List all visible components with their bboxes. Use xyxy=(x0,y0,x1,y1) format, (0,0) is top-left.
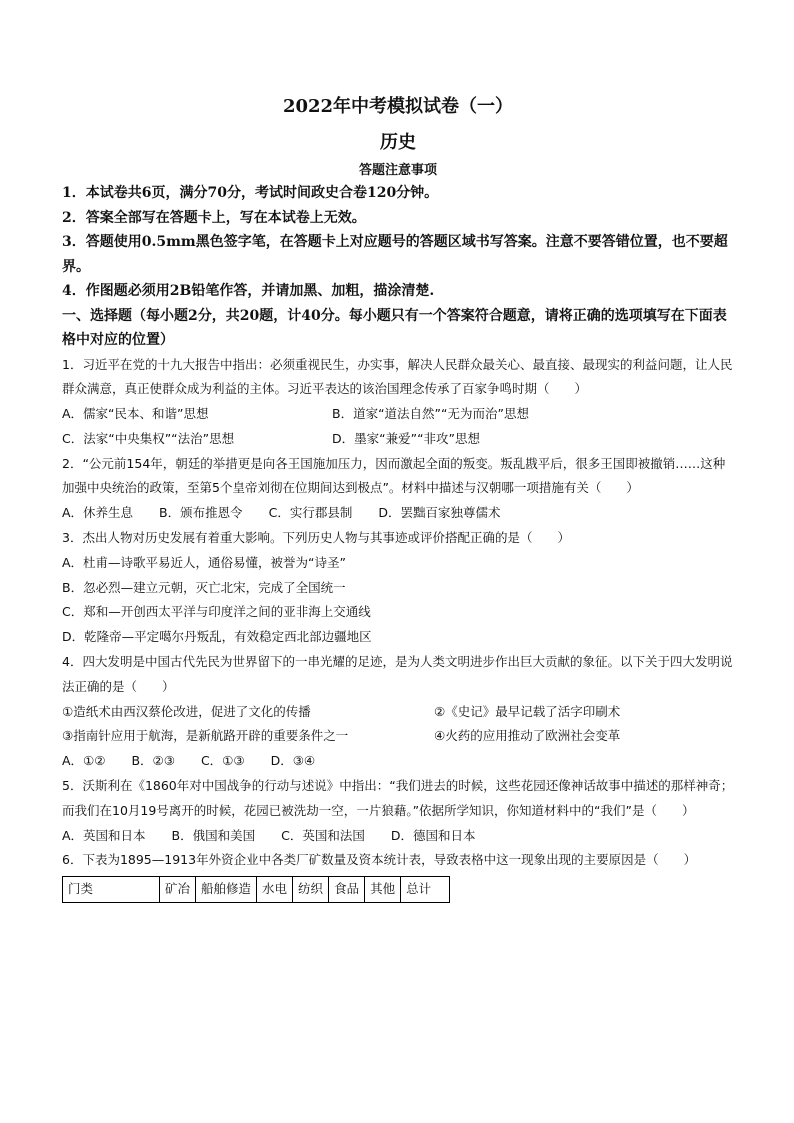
option-d[interactable]: D．墨家“兼爱”“非攻”思想 xyxy=(332,430,481,446)
option-c[interactable]: C．郑和—开创西太平洋与印度洋之间的亚非海上交通线 xyxy=(62,604,371,620)
question-1 xyxy=(62,353,734,452)
notice-item-2: 2．答案全部写在答题卡上，写在本试卷上无效。 xyxy=(62,209,366,226)
notice-item-3: 3．答题使用0.5mm黑色签字笔，在答题卡上对应题号的答题区域书写答案。注意不要答错位置，也不要超界。 xyxy=(62,234,728,275)
option-c[interactable]: C．①③ xyxy=(200,753,245,769)
table-header-cell: 水电 xyxy=(257,877,293,903)
question-3 xyxy=(62,526,734,650)
question-6 xyxy=(62,848,734,903)
notice-item-1: 1．本试卷共6页，满分70分，考试时间政史合卷120分钟。 xyxy=(62,185,439,201)
table-header-cell: 纺织 xyxy=(293,877,329,903)
option-c[interactable]: C．英国和法国 xyxy=(281,827,365,843)
notice-list xyxy=(62,181,734,304)
option-d[interactable]: D．③④ xyxy=(270,753,316,769)
question-stem: 3．杰出人物对历史发展有着重大影响。下列历史人物与其事迹或评价搭配正确的是（ ） xyxy=(62,530,570,546)
question-stem: 2．“公元前154年，朝廷的举措更是向各王国施加压力，因而激起全面的叛变。叛乱戡平后，很多王国即被撤销……这种加强中央统治的政策，至第5个皇帝刘彻在位期间达到极点”。材料中描述与汉朝哪一项措施有关（ ） xyxy=(62,455,726,496)
option-d[interactable]: D．德国和日本 xyxy=(390,827,476,843)
option-row xyxy=(62,824,734,849)
option-a[interactable]: A．①② xyxy=(62,753,106,769)
table-header-cell: 其他 xyxy=(365,877,401,903)
statement-4: ④火药的应用推动了欧洲社会变革 xyxy=(434,728,621,744)
statement-2: ②《史记》最早记载了活字印刷术 xyxy=(434,703,621,719)
option-b[interactable]: B．②③ xyxy=(131,753,175,769)
option-row xyxy=(62,749,734,774)
option-b[interactable]: B．忽必烈—建立元朝，灭亡北宋，完成了全国统一 xyxy=(62,579,346,595)
subject-title: 历史 xyxy=(380,132,416,153)
statistics-table xyxy=(62,876,450,903)
option-row xyxy=(62,427,734,452)
table-header-cell: 矿冶 xyxy=(160,877,196,903)
table-header-cell: 食品 xyxy=(329,877,365,903)
section-title-choice: 一、选择题（每小题2分，共20题，计40分。每小题只有一个答案符合题意，请将正确的选项填写在下面表格中对应的位置） xyxy=(62,307,727,348)
exam-page xyxy=(62,90,734,903)
table-header-cell: 总计 xyxy=(401,877,450,903)
question-2 xyxy=(62,452,734,526)
option-c[interactable]: C．法家“中央集权”“法治”思想 xyxy=(62,430,235,446)
statement-3: ③指南针应用于航海，是新航路开辟的重要条件之一 xyxy=(62,728,349,744)
question-stem: 6．下表为1895—1913年外资企业中各类厂矿数量及资本统计表，导致表格中这一现象出现的主要原因是（ ） xyxy=(62,852,697,868)
question-5 xyxy=(62,774,734,848)
table-header-row xyxy=(63,877,450,903)
exam-title: 2022年中考模拟试卷（一） xyxy=(282,96,514,117)
statement-1: ①造纸术由西汉蔡伦改进，促进了文化的传播 xyxy=(62,703,311,719)
statement-list xyxy=(62,700,734,750)
option-c[interactable]: C．实行郡县制 xyxy=(268,505,353,521)
option-a[interactable]: A．休养生息 xyxy=(62,505,134,521)
question-stem: 4．四大发明是中国古代先民为世界留下的一串光耀的足迹，是为人类文明进步作出巨大贡献的象征。以下关于四大发明说法正确的是（ ） xyxy=(62,654,733,694)
table-header-cell: 船舶修造 xyxy=(196,877,257,903)
option-a[interactable]: A．儒家“民本、和谐”思想 xyxy=(62,406,209,422)
option-b[interactable]: B．颁布推恩令 xyxy=(159,505,243,521)
notice-item-4: 4．作图题必须用2B铅笔作答，并请加黑、加粗，描涂清楚. xyxy=(62,283,435,299)
question-4 xyxy=(62,650,734,774)
option-b[interactable]: B．俄国和美国 xyxy=(171,827,256,843)
option-a[interactable]: A．杜甫—诗歌平易近人，通俗易懂，被誉为“诗圣” xyxy=(62,554,347,570)
option-d[interactable]: D．乾隆帝—平定噶尔丹叛乱，有效稳定西北部边疆地区 xyxy=(62,629,372,645)
notice-heading: 答题注意事项 xyxy=(358,163,437,178)
option-d[interactable]: D．罢黜百家独尊儒术 xyxy=(378,505,501,521)
option-a[interactable]: A．英国和日本 xyxy=(62,827,146,843)
question-stem: 5．沃斯利在《1860年对中国战争的行动与述说》中指出：“我们进去的时候，这些花园还像神话故事中描述的那样神奇；而我们在10月19号离开的时候，花园已被洗劫一空，一片狼藉。”依据所学知识，你知道材料中的“我们”是（ ） xyxy=(62,778,734,818)
option-row xyxy=(62,501,734,526)
option-b[interactable]: B．道家“道法自然”“无为而治”思想 xyxy=(332,406,529,422)
table-header-cell: 门类 xyxy=(63,877,160,903)
question-stem: 1．习近平在党的十九大报告中指出：必须重视民生，办实事，解决人民群众最关心、最直接、最现实的利益问题，让人民群众满意，真正使群众成为利益的主体。习近平表达的该治国理念传承了百家争鸣时期（ ） xyxy=(62,356,733,397)
option-row xyxy=(62,402,734,427)
